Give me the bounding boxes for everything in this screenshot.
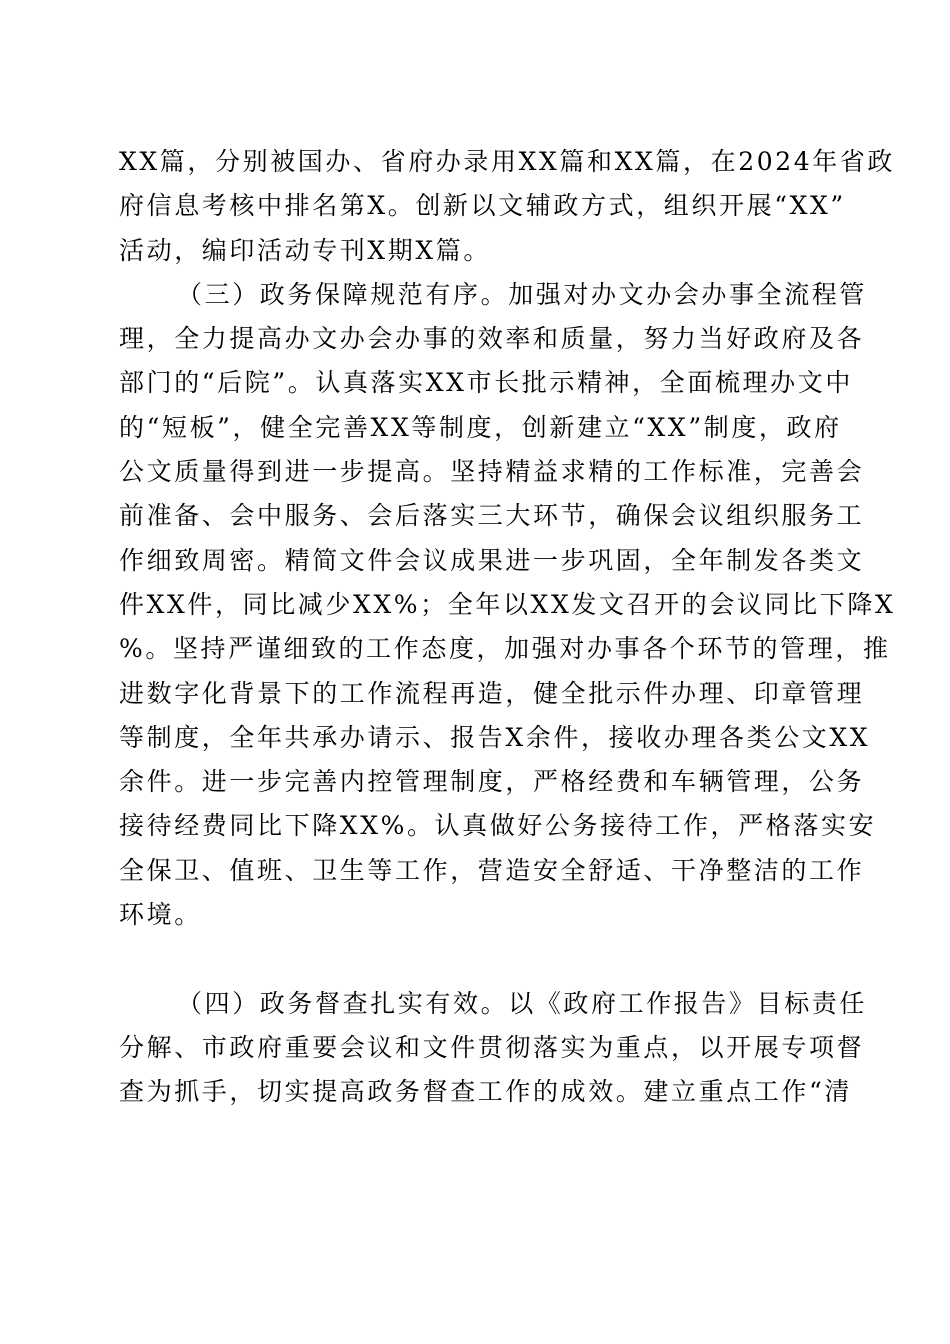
text-line: %。坚持严谨细致的工作态度，加强对办事各个环节的管理，推	[119, 634, 891, 664]
text-line: 进数字化背景下的工作流程再造，健全批示件办理、印章管理	[119, 678, 865, 708]
text-line	[119, 937, 829, 981]
text-line: XX篇，分别被国办、省府办录用XX篇和XX篇，在2024年省政	[119, 147, 896, 176]
text-line: 余件。进一步完善内控管理制度，严格经费和车辆管理，公务	[119, 767, 865, 797]
paragraph-section-3	[119, 273, 896, 982]
text-line: 件XX件，同比减少XX%；全年以XX发文召开的会议同比下降X	[119, 589, 896, 619]
text-line: 理，全力提高办文办会办事的效率和质量，努力当好政府及各	[119, 324, 865, 354]
document-body	[119, 140, 896, 1115]
text-line: 活动，编印活动专刊X期X篇。	[119, 235, 491, 265]
text-line: 府信息考核中排名第X。创新以文辅政方式，组织开展“XX”	[119, 191, 846, 221]
text-line: 部门的“后院”。认真落实XX市长批示精神，全面梳理办文中	[119, 368, 853, 398]
text-line: 接待经费同比下降XX%。认真做好公务接待工作，严格落实安	[119, 811, 877, 841]
text-line: 全保卫、值班、卫生等工作，营造安全舒适、干净整洁的工作	[119, 855, 865, 885]
text-line: 环境。	[119, 900, 202, 930]
paragraph-section-4	[119, 982, 868, 1115]
text-line: （四）政务督查扎实有效。以《政府工作报告》目标责任	[177, 988, 868, 1018]
text-line: 前准备、会中服务、会后落实三大环节，确保会议组织服务工	[119, 501, 865, 531]
text-line: 等制度，全年共承办请示、报告X余件，接收办理各类公文XX	[119, 722, 871, 752]
text-line: 分解、市政府重要会议和文件贯彻落实为重点，以开展专项督	[119, 1032, 865, 1062]
text-line: （三）政务保障规范有序。加强对办文办会办事全流程管	[177, 279, 868, 309]
text-line: 查为抓手，切实提高政务督查工作的成效。建立重点工作“清	[119, 1077, 852, 1107]
text-line: 作细致周密。精简文件会议成果进一步巩固，全年制发各类文	[119, 545, 865, 575]
text-line: 的“短板”，健全完善XX等制度，创新建立“XX”制度，政府	[119, 412, 842, 442]
paragraph-continuation	[119, 140, 896, 273]
text-line: 公文质量得到进一步提高。坚持精益求精的工作标准，完善会	[119, 457, 865, 487]
